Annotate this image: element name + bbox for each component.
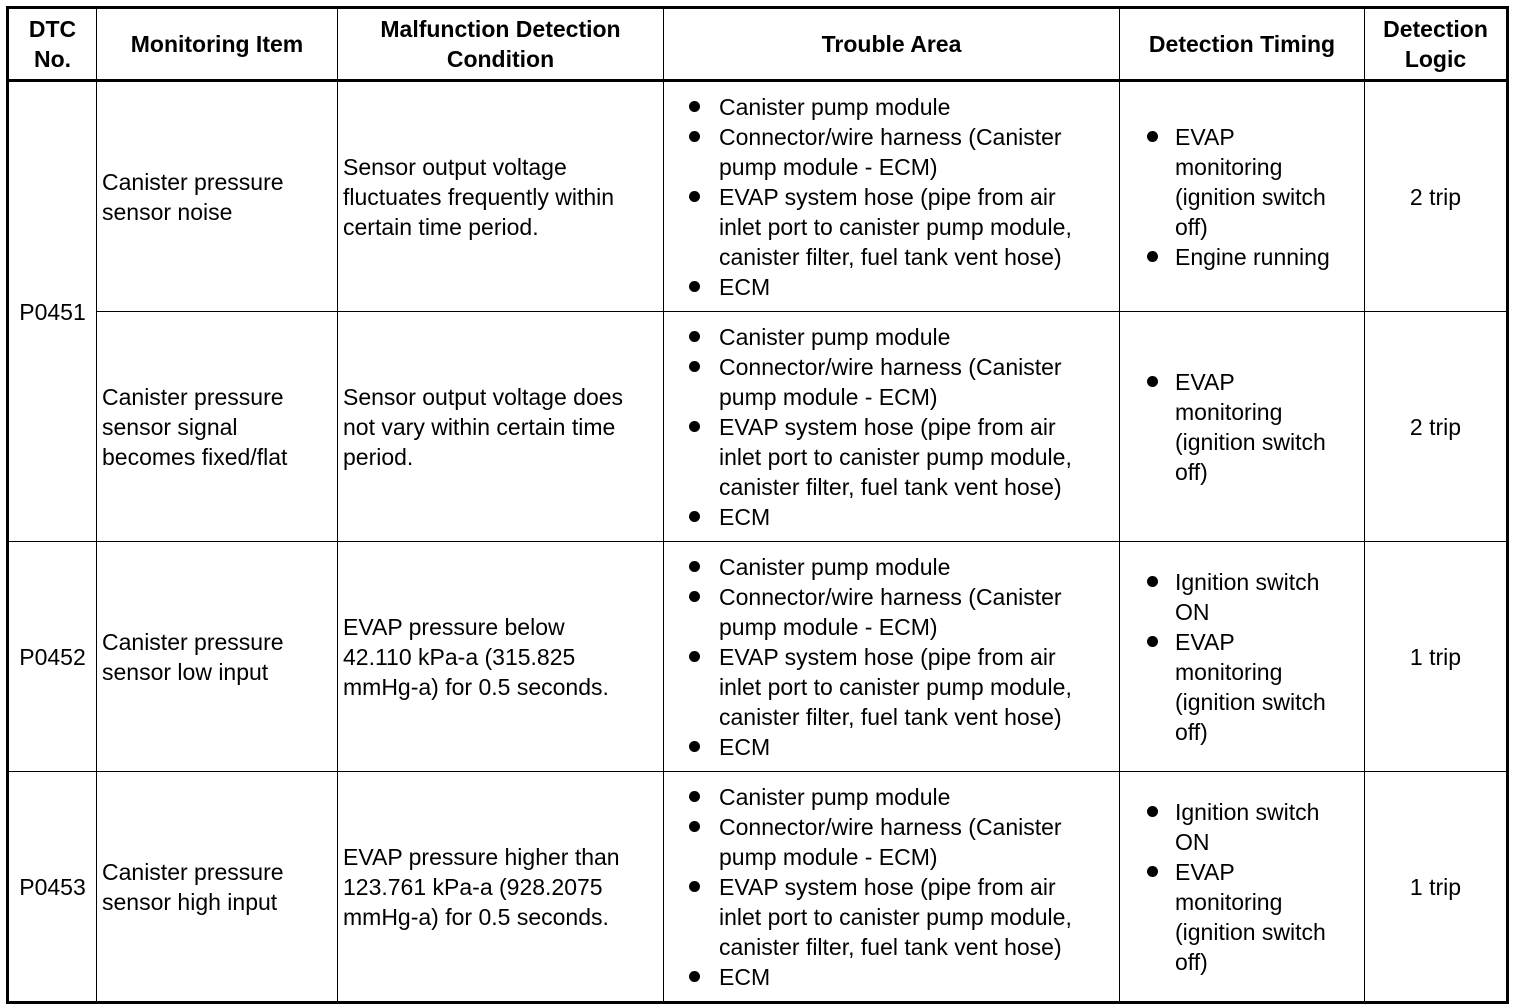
trouble-area-item: ECM xyxy=(669,272,1114,302)
detection-condition: Sensor output voltage fluctuates frequently within certain time period. xyxy=(338,81,664,312)
trouble-area-item: Canister pump module xyxy=(669,552,1114,582)
detection-timing-list xyxy=(1125,797,1359,977)
detection-timing-item: EVAP monitoring (ignition switch off) xyxy=(1125,857,1359,977)
header-detection-condition: Malfunction Detection Condition xyxy=(338,8,664,81)
trouble-area-cell xyxy=(664,772,1120,1003)
trouble-area-item: Canister pump module xyxy=(669,92,1114,122)
detection-timing-cell xyxy=(1120,81,1365,312)
detection-timing-cell xyxy=(1120,772,1365,1003)
detection-timing-list xyxy=(1125,367,1359,487)
header-dtc-no: DTC No. xyxy=(8,8,97,81)
detection-timing-list xyxy=(1125,567,1359,747)
trouble-area-item: Canister pump module xyxy=(669,322,1114,352)
trouble-area-item: Canister pump module xyxy=(669,782,1114,812)
detection-timing-item: Ignition switch ON xyxy=(1125,567,1359,627)
trouble-area-list xyxy=(669,782,1114,992)
detection-condition: EVAP pressure higher than 123.761 kPa-a (928.2075 mmHg-a) for 0.5 seconds. xyxy=(338,772,664,1003)
trouble-area-list xyxy=(669,92,1114,302)
table-row xyxy=(8,81,1508,312)
monitoring-item: Canister pressure sensor signal becomes fixed/flat xyxy=(97,312,338,542)
header-detection-timing: Detection Timing xyxy=(1120,8,1365,81)
trouble-area-item: EVAP system hose (pipe from air inlet port to canister pump module, canister filter, fuel tank vent hose) xyxy=(669,642,1114,732)
detection-timing-item: EVAP monitoring (ignition switch off) xyxy=(1125,627,1359,747)
header-monitoring-item: Monitoring Item xyxy=(97,8,338,81)
trouble-area-cell xyxy=(664,81,1120,312)
table-row xyxy=(8,542,1508,772)
detection-timing-item: Ignition switch ON xyxy=(1125,797,1359,857)
dtc-code: P0453 xyxy=(8,772,97,1003)
detection-condition: Sensor output voltage does not vary within certain time period. xyxy=(338,312,664,542)
monitoring-item: Canister pressure sensor low input xyxy=(97,542,338,772)
detection-timing-cell xyxy=(1120,542,1365,772)
trouble-area-item: Connector/wire harness (Canister pump module - ECM) xyxy=(669,352,1114,412)
trouble-area-list xyxy=(669,552,1114,762)
detection-timing-list xyxy=(1125,122,1359,272)
detection-timing-cell xyxy=(1120,312,1365,542)
dtc-code: P0451 xyxy=(8,81,97,542)
trouble-area-item: Connector/wire harness (Canister pump module - ECM) xyxy=(669,812,1114,872)
detection-condition: EVAP pressure below 42.110 kPa-a (315.825 mmHg-a) for 0.5 seconds. xyxy=(338,542,664,772)
detection-logic: 2 trip xyxy=(1365,312,1508,542)
trouble-area-item: Connector/wire harness (Canister pump module - ECM) xyxy=(669,122,1114,182)
header-trouble-area: Trouble Area xyxy=(664,8,1120,81)
trouble-area-item: ECM xyxy=(669,502,1114,532)
trouble-area-item: EVAP system hose (pipe from air inlet port to canister pump module, canister filter, fuel tank vent hose) xyxy=(669,872,1114,962)
trouble-area-cell xyxy=(664,312,1120,542)
detection-logic: 1 trip xyxy=(1365,542,1508,772)
header-detection-logic: Detection Logic xyxy=(1365,8,1508,81)
table-row xyxy=(8,772,1508,1003)
table-row xyxy=(8,312,1508,542)
monitoring-item: Canister pressure sensor noise xyxy=(97,81,338,312)
trouble-area-item: EVAP system hose (pipe from air inlet port to canister pump module, canister filter, fuel tank vent hose) xyxy=(669,412,1114,502)
trouble-area-cell xyxy=(664,542,1120,772)
trouble-area-list xyxy=(669,322,1114,532)
trouble-area-item: ECM xyxy=(669,732,1114,762)
dtc-code: P0452 xyxy=(8,542,97,772)
detection-timing-item: Engine running xyxy=(1125,242,1359,272)
detection-timing-item: EVAP monitoring (ignition switch off) xyxy=(1125,367,1359,487)
detection-logic: 2 trip xyxy=(1365,81,1508,312)
monitoring-item: Canister pressure sensor high input xyxy=(97,772,338,1003)
detection-logic: 1 trip xyxy=(1365,772,1508,1003)
detection-timing-item: EVAP monitoring (ignition switch off) xyxy=(1125,122,1359,242)
trouble-area-item: Connector/wire harness (Canister pump module - ECM) xyxy=(669,582,1114,642)
trouble-area-item: EVAP system hose (pipe from air inlet port to canister pump module, canister filter, fuel tank vent hose) xyxy=(669,182,1114,272)
header-row xyxy=(8,8,1508,81)
trouble-area-item: ECM xyxy=(669,962,1114,992)
dtc-table xyxy=(6,6,1509,1004)
